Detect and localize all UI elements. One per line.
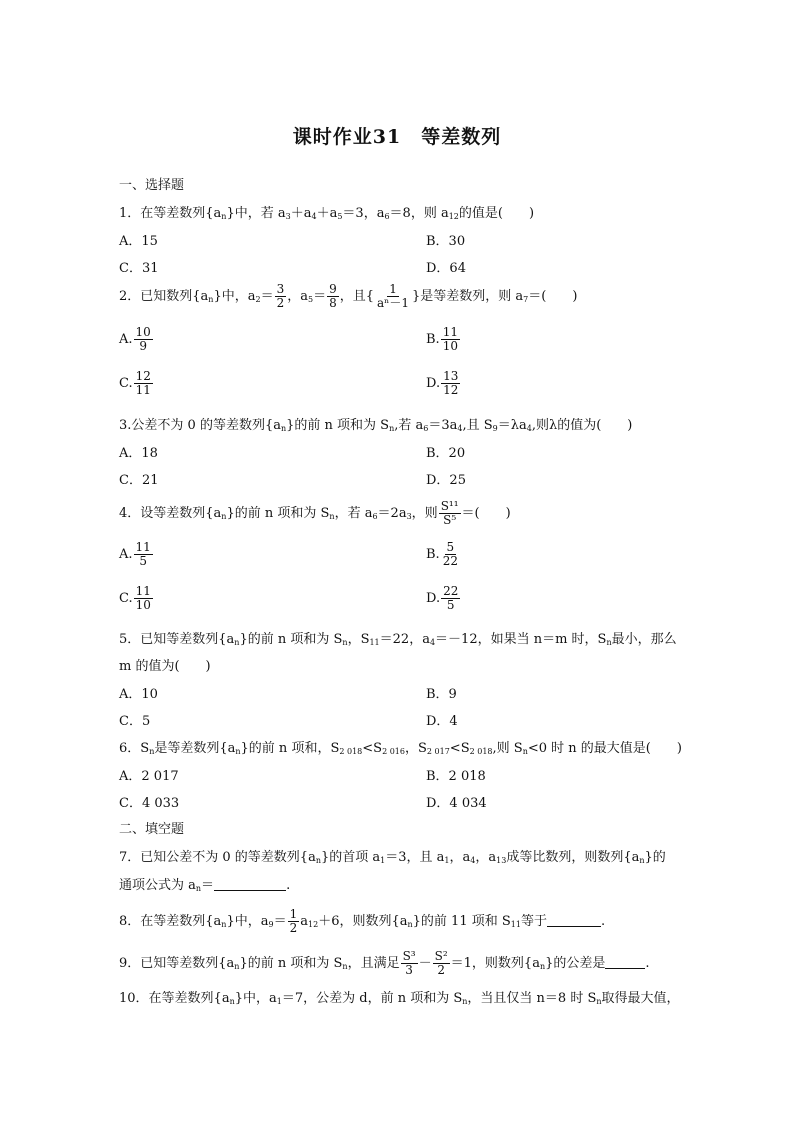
answer-blank[interactable] [605, 968, 645, 969]
q6-option-c: C．4 033 [119, 796, 180, 811]
question-7-cont: 通项公式为 $a_n=$ . [119, 878, 291, 893]
question-1: 1．在等差数列$\{a_n\}$中，若 $a_3+a_4+a_5=3$，$a_6=8$，则 $a_{12}$的值是( ) [119, 206, 535, 221]
fraction: $\frac{1}{2}$ [289, 907, 298, 935]
q1-option-b: B．30 [426, 234, 466, 249]
fraction: $\frac{\text{S²}}{2}$ [434, 949, 448, 977]
question-5: 5．已知等差数列$\{a_n\}$的前 n 项和为 $S_n$，$S_{11}=22$，$a_4=-12$，如果当 n＝m 时，$S_n$最小，那么 [119, 632, 677, 647]
q3-option-a: A．18 [119, 446, 158, 461]
section-heading-fill: 二、填空题 [119, 822, 185, 837]
q3-option-d: D．25 [426, 473, 466, 488]
q5-option-d: D．4 [426, 714, 458, 729]
fraction: $\frac{1}{\text{aⁿ－1}}$ [377, 282, 410, 310]
answer-blank[interactable] [214, 890, 286, 891]
question-6: 6．$S_n$是等差数列$\{a_n\}$的前 n 项和，$S_{2 018}<S_{2 016}$，$S_{2 017}<S_{2 018}$,则 $S_n<0$ 时 n 的最大值是( ) [119, 741, 682, 756]
q1-option-c: C．31 [119, 261, 159, 276]
fraction: $\frac{\text{S³}}{3}$ [402, 949, 416, 977]
q2-option-d: D. $\frac{13}{12}$ [426, 369, 459, 397]
q1-option-a: A．15 [119, 234, 158, 249]
fraction: $\frac{3}{2}$ [276, 282, 285, 310]
question-8: 8．在等差数列$\{a_n\}$中，$a_9=$ $\frac{1}{2}$ $a_{12}+6$，则数列$\{a_n\}$的前 11 项和 $S_{11}$等于 . [119, 907, 606, 935]
q3-option-c: C．21 [119, 473, 159, 488]
q5-option-a: A．10 [119, 687, 158, 702]
fraction: $\frac{\text{S¹¹}}{\text{S⁵}}$ [440, 499, 459, 527]
question-5-cont: m 的值为( ) [119, 659, 211, 674]
q2-option-c: C. $\frac{12}{11}$ [119, 369, 151, 397]
q5-option-c: C．5 [119, 714, 151, 729]
q4-option-a: A. $\frac{11}{5}$ [119, 540, 151, 568]
q2-option-b: B. $\frac{11}{10}$ [426, 325, 458, 353]
question-4: 4．设等差数列$\{a_n\}$的前 n 项和为 $S_n$，若 $a_6=2a_3$，则 $\frac{\text{S¹¹}}{\text{S⁵}}$ ＝( ) [119, 499, 511, 527]
q3-option-b: B．20 [426, 446, 466, 461]
q4-option-b: B. $\frac{5}{22}$ [426, 540, 458, 568]
question-10: 10．在等差数列$\{a_n\}$中，$a_1=7$，公差为 d，前 n 项和为 $S_n$，当且仅当 n＝8 时 $S_n$取得最大值， [119, 991, 680, 1006]
answer-blank[interactable] [547, 926, 601, 927]
section-heading-choice: 一、选择题 [119, 178, 185, 193]
q1-option-d: D．64 [426, 261, 466, 276]
question-9: 9．已知等差数列$\{a_n\}$的前 n 项和为 $S_n$，且满足 $\frac{\text{S³}}{3}$ － $\frac{\text{S²}}{2}$ ＝1，则数列$\{a_n\}$的公差是 . [119, 949, 650, 977]
q5-option-b: B．9 [426, 687, 457, 702]
question-2: 2．已知数列$\{a_n\}$中，$a_2=$ $\frac{3}{2}$ ，$a_5=$ $\frac{9}{8}$ ，且{ $\frac{1}{\text{aⁿ－1}}$ }是等差数列，则 $a_7=$( ) [119, 282, 578, 310]
q6-option-a: A．2 017 [119, 769, 179, 784]
page-title: 课时作业31 等差数列 [292, 126, 502, 148]
question-3: 3.公差不为 0 的等差数列$\{a_n\}$的前 n 项和为 $S_n$,若 $a_6=3a_4$,且 $S_9=\lambda a_4$,则λ的值为( ) [119, 418, 633, 433]
fraction: $\frac{9}{8}$ [329, 282, 337, 310]
q4-option-c: C. $\frac{11}{10}$ [119, 584, 151, 612]
q6-option-b: B．2 018 [426, 769, 486, 784]
q4-option-d: D. $\frac{22}{5}$ [426, 584, 459, 612]
q2-option-a: A. $\frac{10}{9}$ [119, 325, 151, 353]
question-7: 7．已知公差不为 0 的等差数列$\{a_n\}$的首项 $a_1=3$，且 $a_1$，$a_4$，$a_{13}$成等比数列，则数列$\{a_n\}$的 [119, 850, 666, 865]
q6-option-d: D．4 034 [426, 796, 487, 811]
